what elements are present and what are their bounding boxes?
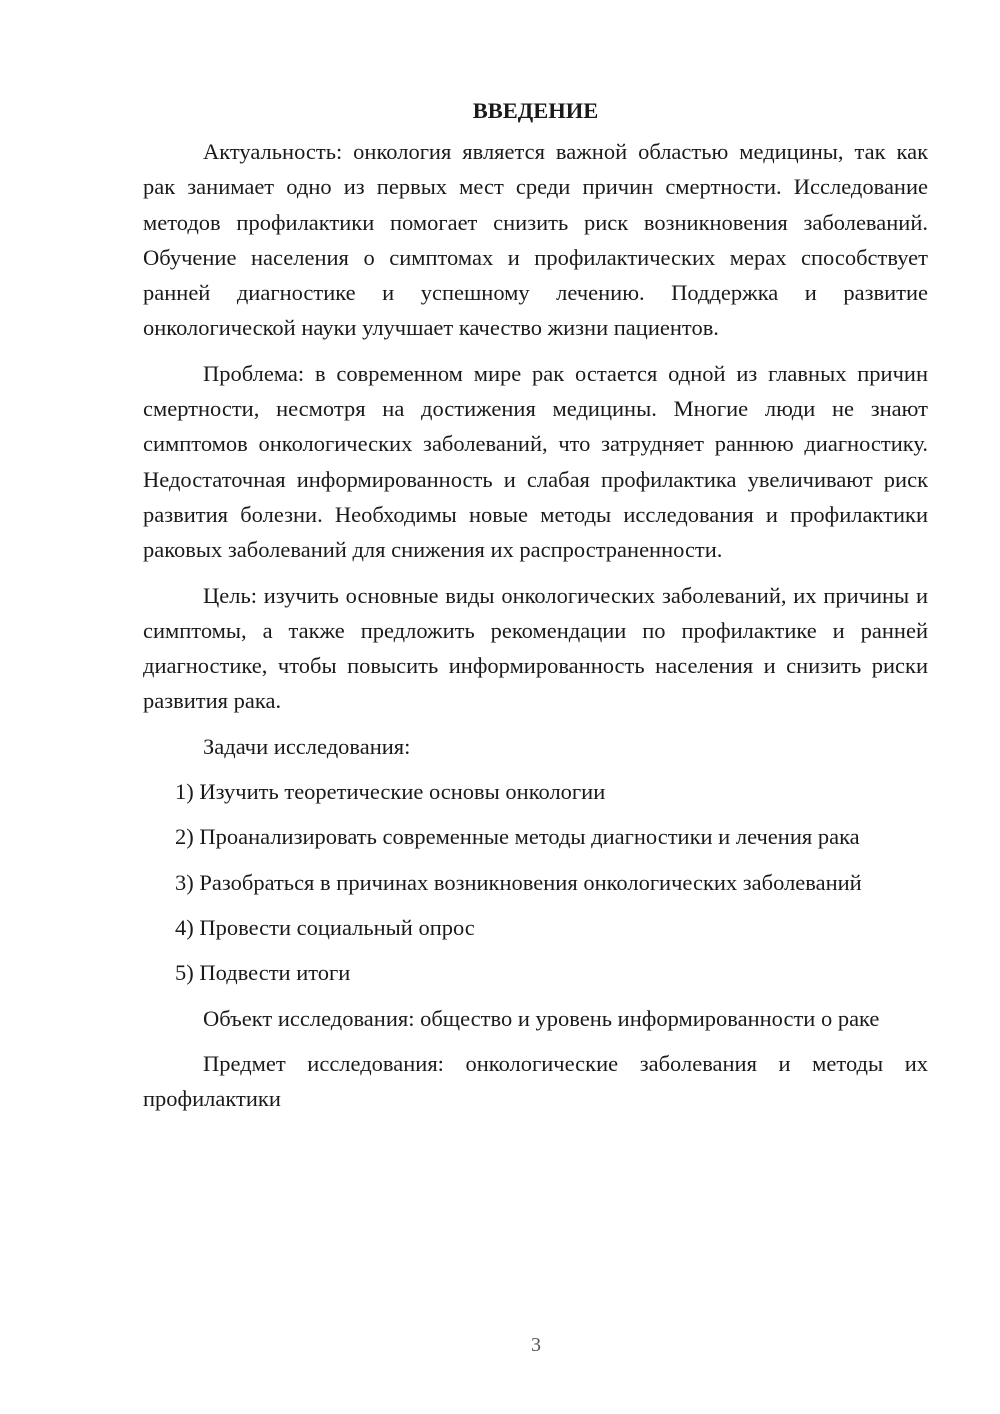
relevance-paragraph: Актуальность: онкология является важной областью медицины, так как рак занимает одно из первых мест среди причин смертности. Исследование методов профилактики помогает снизить риск возникновения заболеваний. Обучение населения о симптомах и профилактических мерах способствует ранней диагностике и успешному лечению. Поддержка и развитие онкологической науки улучшает качество жизни пациентов. xyxy=(143,139,928,341)
tasks-title: Задачи исследования: xyxy=(203,733,411,759)
document-page xyxy=(143,96,928,1126)
object-paragraph: Объект исследования: общество и уровень информированности о раке xyxy=(203,1005,880,1031)
goal-paragraph: Цель: изучить основные виды онкологических заболеваний, их причины и симптомы, а также предложить рекомендации по профилактике и ранней диагностике, чтобы повысить информированность населения и снизить риски развития рака. xyxy=(143,582,928,714)
subject-paragraph: Предмет исследования: онкологические заболевания и методы их профилактики xyxy=(143,1050,928,1112)
task-item-1: 1) Изучить теоретические основы онкологии xyxy=(175,779,606,805)
task-item-2: 2) Проанализировать современные методы диагностики и лечения рака xyxy=(175,824,860,850)
problem-paragraph: Проблема: в современном мире рак остается одной из главных причин смертности, несмотря на достижения медицины. Многие люди не знают симптомов онкологических заболеваний, что затрудняет раннюю диагностику. Недостаточная информированность и слабая профилактика увеличивают риск развития болезни. Необходимы новые методы исследования и профилактики раковых заболеваний для снижения их распространенности. xyxy=(143,360,928,563)
task-item-5: 5) Подвести итоги xyxy=(175,960,351,986)
task-item-4: 4) Провести социальный опрос xyxy=(175,914,475,940)
task-item-3: 3) Разобраться в причинах возникновения онкологических заболеваний xyxy=(175,869,862,895)
section-heading: ВВЕДЕНИЕ xyxy=(472,98,599,123)
page-number: 3 xyxy=(531,1334,541,1356)
